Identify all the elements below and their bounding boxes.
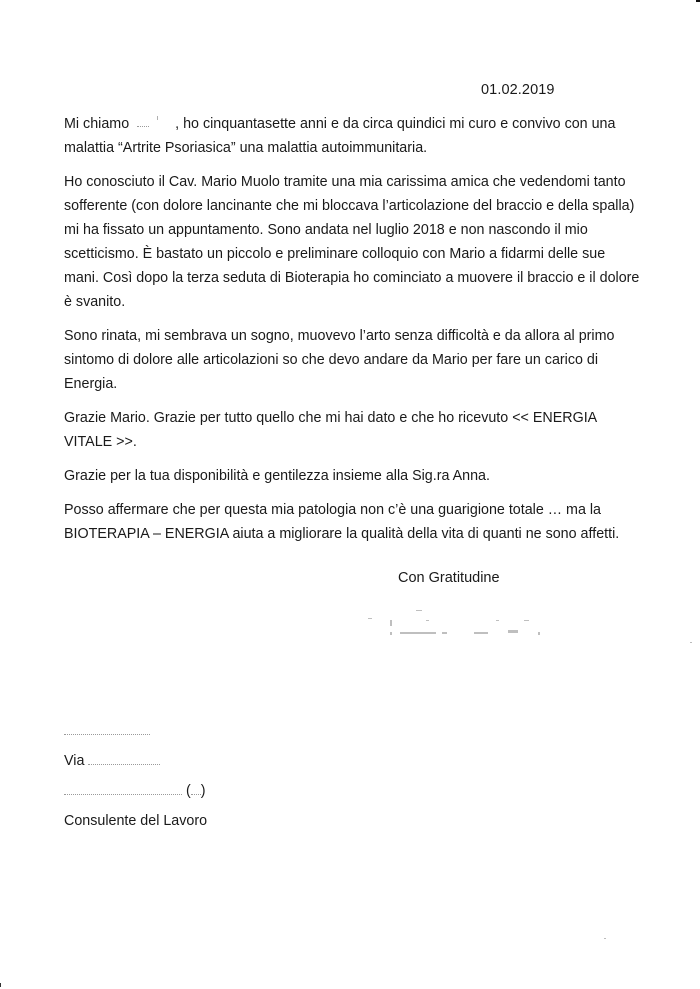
sender-address [64,746,207,776]
scan-edge-mark [696,0,700,2]
intro-text-end: , ho cinquantasette anni e da circa quindici mi curo e convivo con una malattia “Artrite Psoriasica” una malattia autoimmunitaria. [64,116,616,156]
scan-speck [604,938,606,939]
intro-text-start: Mi chiamo [64,116,130,132]
paragraph-thanks-mario: Grazie Mario. Grazie per tutto quello che mi hai dato e che ho ricevuto << ENERGIA VITALE >>. [64,410,597,450]
sender-block [64,716,207,836]
province-open: ( [185,783,191,799]
paragraph-introduction [64,112,644,160]
province-close: ) [200,783,206,799]
closing-salutation: Con Gratitudine [398,570,500,586]
sender-city [64,776,207,806]
paragraph-conclusion: Posso affermare che per questa mia patologia non c’è una guarigione totale … ma la BIOTERAPIA – ENERGIA aiuta a migliorare la qualità della vita di quanti ne sono affetti. [64,502,620,542]
letter-body [64,112,644,556]
sender-profession: Consulente del Lavoro [64,813,208,829]
redacted-signature [368,608,558,642]
paragraph-story: Ho conosciuto il Cav. Mario Muolo tramite una mia carissima amica che vedendomi tanto sofferente (con dolore lancinante che mi bloccava l’articolazione del braccio e della spalla) mi ha fissato un appuntamento. Sono andata nel luglio 2018 e non nascondo il mio scetticismo. È bastato un piccolo e preliminare colloquio con Mario a fidarmi delle sue mani. Così dopo la terza seduta di Bioterapia ho cominciato a muovere il braccio e il dolore è svanito. [64,174,640,310]
redacted-sender-name [64,716,207,746]
scan-edge-mark [0,983,1,987]
letter-date: 01.02.2019 [481,82,555,98]
scan-speck [690,642,692,643]
paragraph-thanks-anna: Grazie per la tua disponibilità e gentilezza insieme alla Sig.ra Anna. [64,468,490,484]
paragraph-recovery: Sono rinata, mi sembrava un sogno, muovevo l’arto senza difficoltà e da allora al primo sintomo di dolore alle articolazioni so che devo andare da Mario per fare un carico di Energia. [64,328,615,392]
address-prefix: Via [64,753,85,769]
redacted-name [129,118,175,128]
